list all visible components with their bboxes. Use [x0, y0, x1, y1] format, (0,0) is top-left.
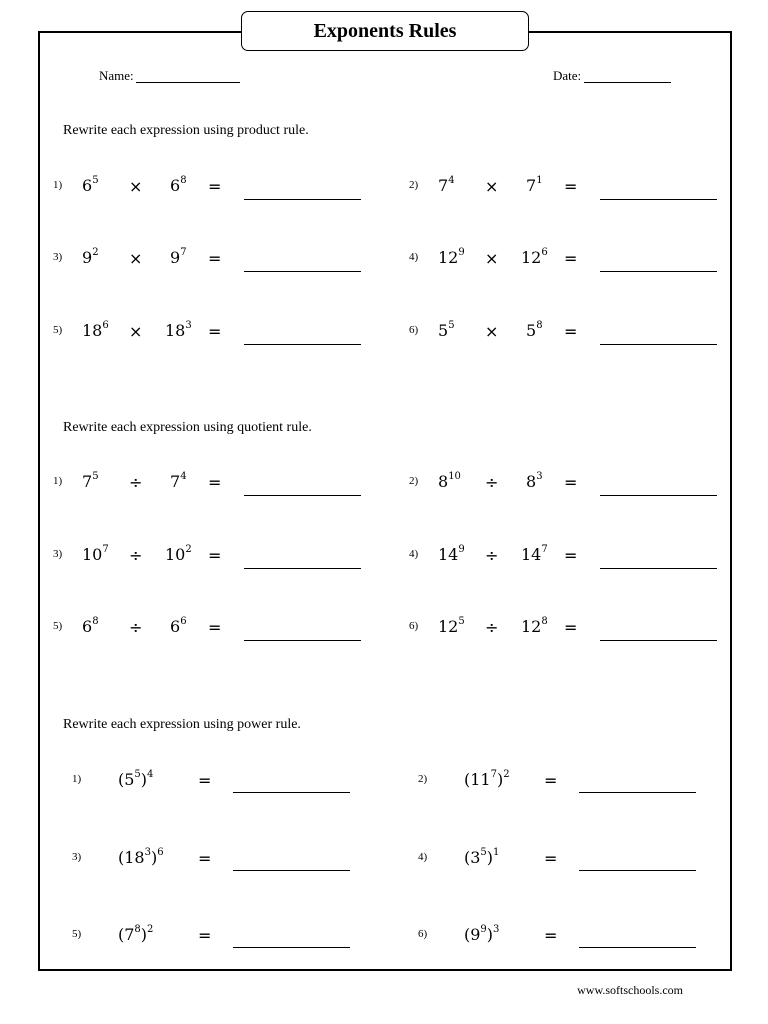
multiply-sign: ×: [485, 322, 499, 341]
date-label: Date:: [553, 68, 582, 83]
first-power: $9^2$: [82, 246, 99, 267]
divide-sign: ÷: [485, 546, 499, 565]
second-power: $6^8$: [170, 174, 187, 195]
power-of-power: $(11^7)^2$: [464, 768, 510, 789]
equals-sign: =: [544, 926, 558, 945]
answer-field[interactable]: [579, 947, 696, 948]
first-power: $5^5$: [438, 319, 455, 340]
equals-sign: =: [208, 473, 222, 492]
problem-number: 3): [53, 251, 63, 263]
equals-sign: =: [208, 322, 222, 341]
first-power: $7^4$: [438, 174, 455, 195]
answer-field[interactable]: [600, 568, 717, 569]
first-power: $12^5$: [438, 615, 465, 636]
worksheet-title: Exponents Rules: [241, 11, 529, 51]
equals-sign: =: [198, 849, 212, 868]
equals-sign: =: [544, 771, 558, 790]
first-power: $10^7$: [82, 543, 109, 564]
equals-sign: =: [564, 546, 578, 565]
second-power: $7^4$: [170, 470, 187, 491]
multiply-sign: ×: [129, 249, 143, 268]
name-label: Name:: [99, 68, 134, 83]
divide-sign: ÷: [485, 618, 499, 637]
equals-sign: =: [564, 473, 578, 492]
problem-number: 2): [409, 179, 419, 191]
answer-field[interactable]: [579, 870, 696, 871]
answer-field[interactable]: [244, 199, 361, 200]
date-field[interactable]: [584, 82, 671, 83]
problem-number: 1): [53, 475, 63, 487]
equals-sign: =: [544, 849, 558, 868]
problem-number: 4): [409, 251, 419, 263]
problem-number: 5): [72, 928, 82, 940]
footer-url: www.softschools.com: [577, 983, 683, 997]
multiply-sign: ×: [129, 322, 143, 341]
problem-number: 4): [418, 851, 428, 863]
second-power: $12^6$: [521, 246, 548, 267]
equals-sign: =: [208, 249, 222, 268]
power-of-power: $(3^5)^1$: [464, 846, 500, 867]
first-power: $12^9$: [438, 246, 465, 267]
second-power: $8^3$: [526, 470, 543, 491]
worksheet-frame: [38, 31, 732, 971]
divide-sign: ÷: [129, 473, 143, 492]
answer-field[interactable]: [233, 870, 350, 871]
section-heading: Rewrite each expression using power rule.: [63, 717, 301, 732]
first-power: $6^8$: [82, 615, 99, 636]
equals-sign: =: [564, 177, 578, 196]
problem-number: 4): [409, 548, 419, 560]
answer-field[interactable]: [244, 568, 361, 569]
first-power: $6^5$: [82, 174, 99, 195]
divide-sign: ÷: [129, 546, 143, 565]
answer-field[interactable]: [579, 792, 696, 793]
answer-field[interactable]: [244, 495, 361, 496]
problem-number: 5): [53, 620, 63, 632]
first-power: $7^5$: [82, 470, 99, 491]
second-power: $12^8$: [521, 615, 548, 636]
second-power: $9^7$: [170, 246, 187, 267]
power-of-power: $(9^9)^3$: [464, 923, 500, 944]
problem-number: 3): [53, 548, 63, 560]
answer-field[interactable]: [244, 344, 361, 345]
equals-sign: =: [564, 249, 578, 268]
problem-number: 3): [72, 851, 82, 863]
problem-number: 6): [418, 928, 428, 940]
problem-number: 5): [53, 324, 63, 336]
second-power: $10^2$: [165, 543, 192, 564]
power-of-power: $(7^8)^2$: [118, 923, 154, 944]
answer-field[interactable]: [244, 271, 361, 272]
equals-sign: =: [208, 618, 222, 637]
second-power: $5^8$: [526, 319, 543, 340]
problem-number: 6): [409, 324, 419, 336]
power-of-power: $(18^3)^6$: [118, 846, 164, 867]
equals-sign: =: [564, 322, 578, 341]
answer-field[interactable]: [600, 271, 717, 272]
multiply-sign: ×: [485, 249, 499, 268]
answer-field[interactable]: [600, 495, 717, 496]
problem-number: 6): [409, 620, 419, 632]
problem-number: 2): [409, 475, 419, 487]
first-power: $14^9$: [438, 543, 465, 564]
problem-number: 1): [53, 179, 63, 191]
first-power: $8^{10}$: [438, 470, 461, 491]
name-field[interactable]: [136, 82, 240, 83]
answer-field[interactable]: [600, 640, 717, 641]
section-heading: Rewrite each expression using quotient rule.: [63, 420, 312, 435]
multiply-sign: ×: [485, 177, 499, 196]
second-power: $7^1$: [526, 174, 543, 195]
equals-sign: =: [208, 546, 222, 565]
power-of-power: $(5^5)^4$: [118, 768, 154, 789]
answer-field[interactable]: [233, 792, 350, 793]
equals-sign: =: [208, 177, 222, 196]
equals-sign: =: [198, 771, 212, 790]
divide-sign: ÷: [129, 618, 143, 637]
problem-number: 1): [72, 773, 82, 785]
answer-field[interactable]: [244, 640, 361, 641]
section-heading: Rewrite each expression using product rule.: [63, 123, 309, 138]
answer-field[interactable]: [600, 199, 717, 200]
equals-sign: =: [198, 926, 212, 945]
second-power: $18^3$: [165, 319, 192, 340]
problem-number: 2): [418, 773, 428, 785]
answer-field[interactable]: [233, 947, 350, 948]
answer-field[interactable]: [600, 344, 717, 345]
equals-sign: =: [564, 618, 578, 637]
second-power: $6^6$: [170, 615, 187, 636]
multiply-sign: ×: [129, 177, 143, 196]
divide-sign: ÷: [485, 473, 499, 492]
first-power: $18^6$: [82, 319, 109, 340]
second-power: $14^7$: [521, 543, 548, 564]
